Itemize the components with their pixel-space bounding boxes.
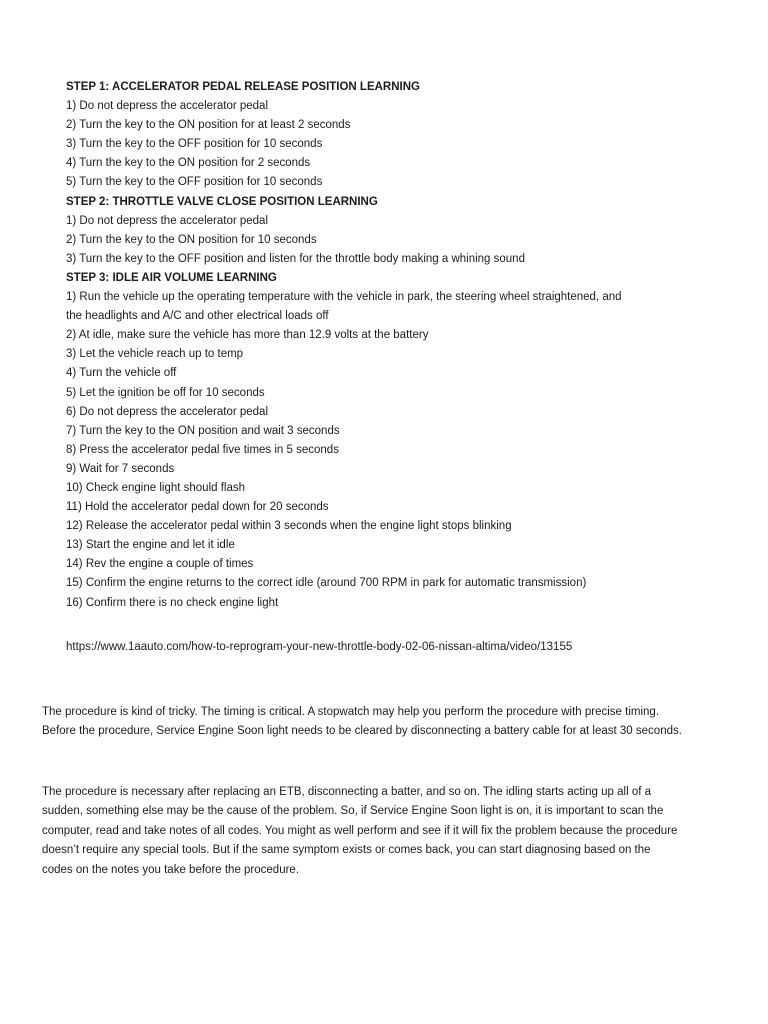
step-3-item-5: 5) Let the ignition be off for 10 seconds [66, 386, 265, 399]
step-3-item-10: 10) Check engine light should flash [66, 481, 246, 494]
step-3-item-9: 9) Wait for 7 seconds [66, 462, 175, 475]
paragraph-timing: The procedure is kind of tricky. The timing is critical. A stopwatch may help you perform the procedure with precise timing. Before the procedure, Service Engine Soon light needs to be cleared by disconnecting a battery cable for at least 30 seconds. [42, 706, 682, 738]
step-3-item-4: 4) Turn the vehicle off [66, 367, 177, 380]
step-1-item-2: 2) Turn the key to the ON position for at least 2 seconds [66, 119, 351, 132]
source-url[interactable]: https://www.1aauto.com/how-to-reprogram-your-new-throttle-body-02-06-nissan-altima/video/13155 [66, 641, 573, 653]
step-1-item-4: 4) Turn the key to the ON position for 2 seconds [66, 157, 311, 170]
step-3-item-7: 7) Turn the key to the ON position and wait 3 seconds [66, 424, 340, 437]
step-2-item-1: 1) Do not depress the accelerator pedal [66, 214, 269, 227]
step-1-item-1: 1) Do not depress the accelerator pedal [66, 100, 269, 113]
step-1-item-5: 5) Turn the key to the OFF position for 10 seconds [66, 176, 323, 189]
step-3-item-8: 8) Press the accelerator pedal five times in 5 seconds [66, 443, 339, 456]
step-3-item-16: 16) Confirm there is no check engine light [66, 596, 279, 609]
step-3-item-13: 13) Start the engine and let it idle [66, 539, 235, 552]
procedure-steps [66, 78, 706, 613]
step-3-item-15: 15) Confirm the engine returns to the correct idle (around 700 RPM in park for automatic transmission) [66, 577, 587, 590]
step-1-item-3: 3) Turn the key to the OFF position for 10 seconds [66, 138, 323, 151]
step-2-heading: STEP 2: THROTTLE VALVE CLOSE POSITION LEARNING [66, 195, 378, 208]
step-1-heading: STEP 1: ACCELERATOR PEDAL RELEASE POSITION LEARNING [66, 81, 420, 93]
step-2-item-3: 3) Turn the key to the OFF position and listen for the throttle body making a whining sound [66, 252, 525, 265]
step-3-item-3: 3) Let the vehicle reach up to temp [66, 348, 244, 361]
paragraph-necessity: The procedure is necessary after replacing an ETB, disconnecting a batter, and so on. The idling starts acting up all of a sudden, something else may be the cause of the problem. So, if Service Engine Soon light is on, it is important to scan the computer, read and take notes of all codes. You might as well perform and see if it will fix the problem because the procedure doesn’t require any special tools. But if the same symptom exists or comes back, you can start diagnosing based on the codes on the notes you take before the procedure. [42, 786, 678, 876]
step-3-item-1: 1) Run the vehicle up the operating temperature with the vehicle in park, the steering wheel straightened, and the headlights and A/C and other electrical loads off [66, 291, 622, 323]
step-3-heading: STEP 3: IDLE AIR VOLUME LEARNING [66, 271, 277, 284]
step-3-item-12: 12) Release the accelerator pedal within 3 seconds when the engine light stops blinking [66, 520, 512, 533]
step-3-item-11: 11) Hold the accelerator pedal down for 20 seconds [66, 501, 329, 514]
step-3-item-6: 6) Do not depress the accelerator pedal [66, 405, 269, 418]
step-2-item-2: 2) Turn the key to the ON position for 10 seconds [66, 233, 317, 246]
step-3-item-14: 14) Rev the engine a couple of times [66, 558, 254, 571]
step-3-item-2: 2) At idle, make sure the vehicle has more than 12.9 volts at the battery [66, 329, 429, 342]
